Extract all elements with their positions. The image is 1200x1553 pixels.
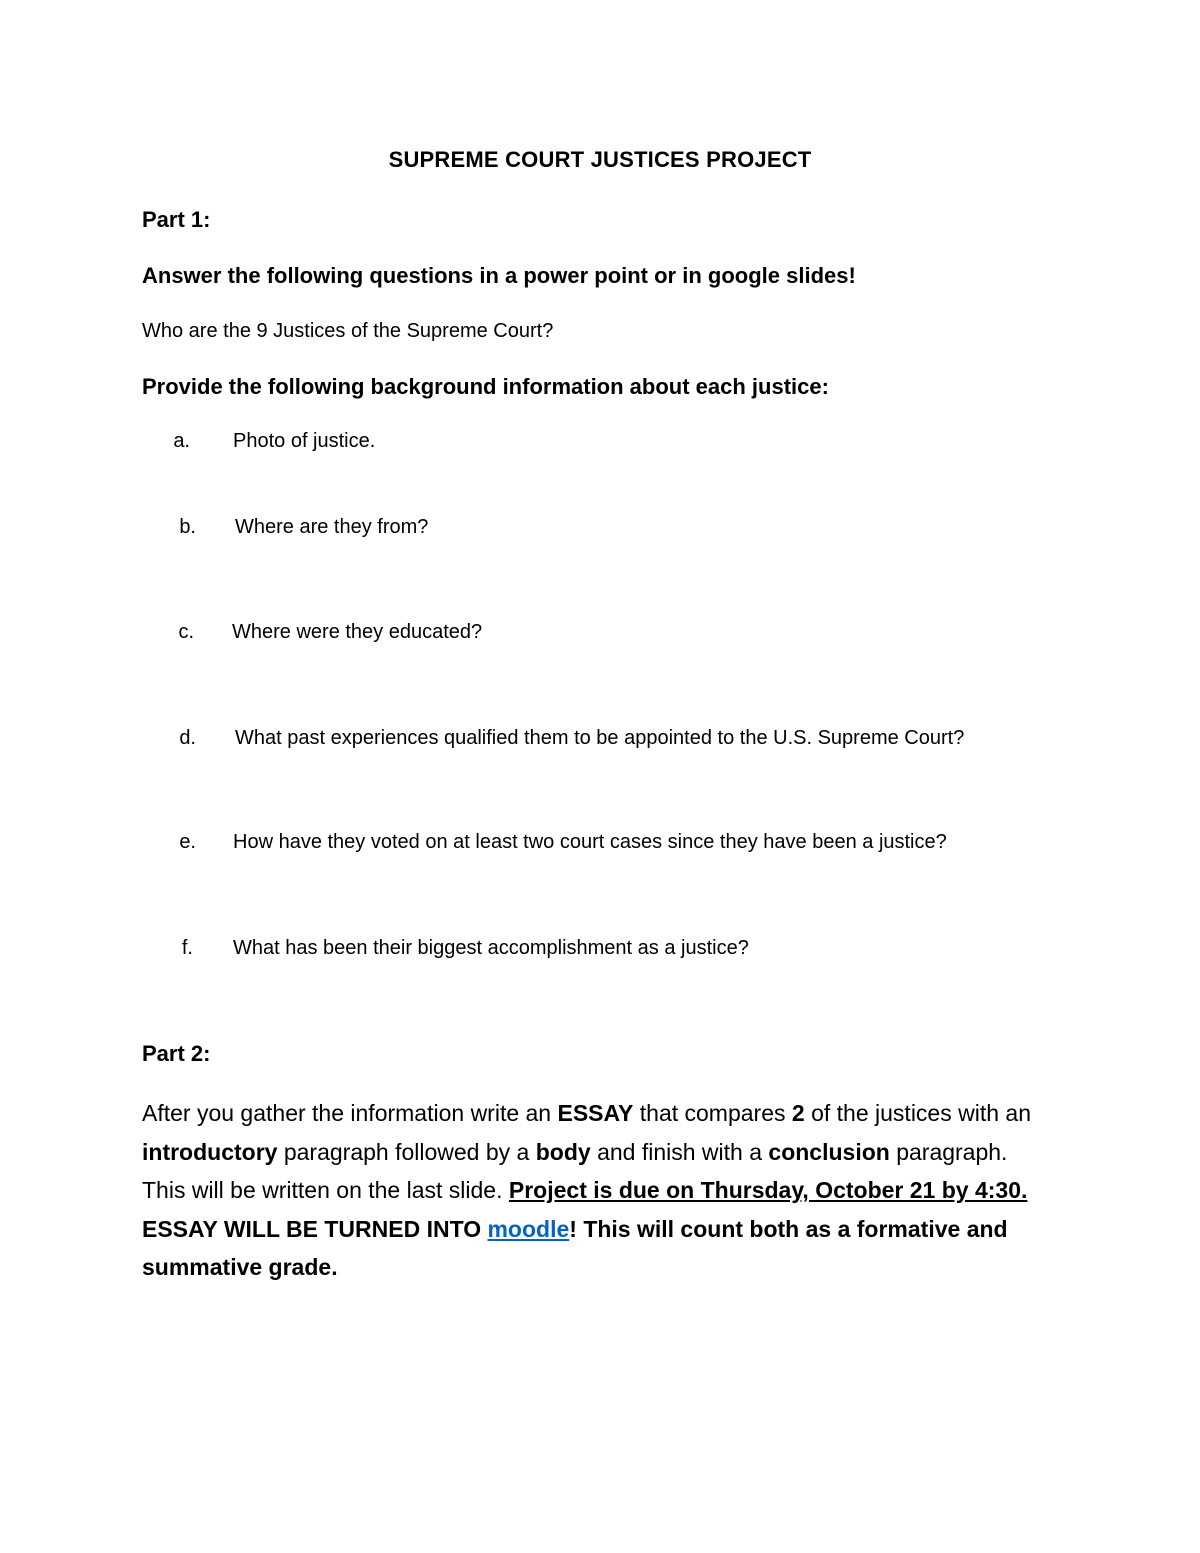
- essay-keyword: conclusion: [768, 1138, 890, 1165]
- essay-text: of the justices with an: [804, 1100, 1031, 1126]
- document-title: SUPREME COURT JUSTICES PROJECT: [388, 147, 812, 172]
- part-1-instruction: Answer the following questions in a power point or in google slides!: [142, 263, 856, 288]
- essay-keyword: introductory: [142, 1138, 278, 1165]
- list-item-text: Photo of justice.: [233, 430, 376, 452]
- part-2-heading: Part 2:: [142, 1041, 211, 1066]
- list-letter: b.: [179, 516, 196, 538]
- essay-text: paragraph followed by a: [277, 1138, 536, 1165]
- list-item-text: Where were they educated?: [232, 621, 483, 643]
- background-info-heading: Provide the following background information about each justice:: [142, 374, 829, 399]
- part-1-heading: Part 1:: [142, 207, 211, 232]
- essay-keyword: body: [535, 1138, 591, 1165]
- list-item-text: What past experiences qualified them to be appointed to the U.S. Supreme Court?: [235, 727, 965, 749]
- list-letter: e.: [179, 831, 196, 853]
- list-letter: f.: [181, 937, 193, 959]
- essay-text: After you gather the information write an: [142, 1100, 558, 1126]
- essay-instructions: [142, 1094, 1042, 1287]
- moodle-link[interactable]: moodle: [487, 1215, 570, 1242]
- essay-text: and finish with a: [590, 1138, 769, 1165]
- essay-keyword: ESSAY: [557, 1100, 634, 1126]
- essay-text: that compares: [633, 1100, 792, 1126]
- list-item-text: How have they voted on at least two court cases since they have been a justice?: [233, 831, 947, 853]
- list-letter: c.: [178, 621, 194, 643]
- due-date-notice: Project is due on Thursday, October 21 by 4:30.: [508, 1177, 1028, 1203]
- essay-keyword: 2: [791, 1100, 805, 1126]
- list-item-text: What has been their biggest accomplishment as a justice?: [233, 937, 749, 959]
- list-item-text: Where are they from?: [235, 516, 429, 538]
- essay-text: paragraph. This will be written on the last slide.: [142, 1138, 1008, 1203]
- grade-notice: ! This will count both as a formative and summative grade.: [142, 1215, 1008, 1280]
- list-letter: d.: [179, 727, 196, 749]
- essay-submission-text: ESSAY WILL BE TURNED INTO: [142, 1215, 488, 1242]
- justices-question: Who are the 9 Justices of the Supreme Court?: [142, 320, 554, 342]
- list-letter: a.: [173, 430, 190, 452]
